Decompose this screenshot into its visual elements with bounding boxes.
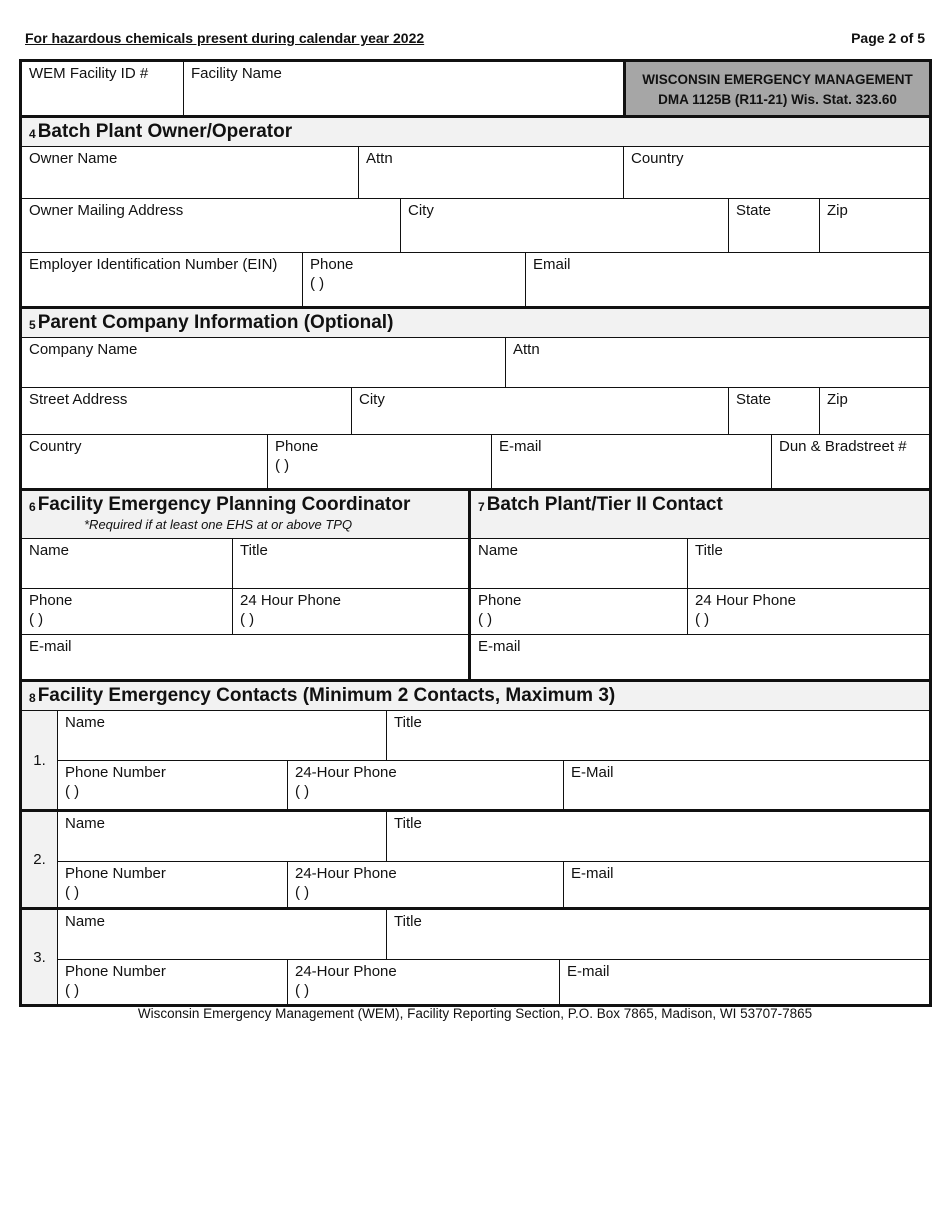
facility-id-row [22, 62, 929, 118]
owner-attn-field[interactable]: Attn [359, 147, 624, 198]
section-4-heading: $^4$ Batch Plant Owner/Operator [22, 118, 929, 147]
coordinator-phone-field[interactable]: Phone ( ) [22, 589, 233, 634]
owner-state-field[interactable]: State [729, 199, 820, 252]
coordinator-email-field[interactable]: E-mail [29, 638, 72, 655]
contact-1-title-field[interactable]: Title [394, 714, 422, 731]
owner-ein-field[interactable]: Employer Identification Number (EIN) [22, 253, 303, 306]
coordinator-contact-block [22, 491, 929, 682]
contact-3-phone-field[interactable]: Phone Number ( ) [58, 960, 288, 1004]
facility-name-field[interactable]: Facility Name [184, 62, 624, 115]
contact-number: 3. [22, 910, 58, 1004]
owner-name-field[interactable]: Owner Name [22, 147, 359, 198]
section-8-heading: $^8$ Facility Emergency Contacts (Minimum 2 Contacts, Maximum 3) [22, 682, 929, 711]
parent-city-field[interactable]: City [352, 388, 729, 434]
section-5-heading: $^5$ Parent Company Information (Optional) [22, 309, 929, 338]
coordinator-name-field[interactable]: Name [22, 539, 233, 588]
owner-row-3 [22, 253, 929, 309]
owner-row-2 [22, 199, 929, 253]
contact-number: 1. [22, 711, 58, 809]
section-7 [471, 491, 929, 679]
form-number: DMA 1125B (R11-21) Wis. Stat. 323.60 [658, 92, 897, 107]
owner-row-1 [22, 147, 929, 199]
section-6-note: *Required if at least one EHS at or above TPQ [84, 517, 353, 532]
parent-row-2 [22, 388, 929, 435]
footer-address: Wisconsin Emergency Management (WEM), Facility Reporting Section, P.O. Box 7865, Madison, WI 53707-7865 [137, 1006, 813, 1021]
parent-row-1 [22, 338, 929, 388]
section-7-heading: $^7$ Batch Plant/Tier II Contact [471, 491, 929, 539]
contact-1-name-field[interactable]: Name [58, 711, 387, 760]
owner-phone-field[interactable]: Phone ( ) [303, 253, 526, 306]
agency-box [624, 62, 929, 115]
coordinator-24h-phone-field[interactable]: 24 Hour Phone ( ) [240, 592, 341, 628]
contact-3-title-field[interactable]: Title [394, 913, 422, 930]
year-heading: For hazardous chemicals present during calendar year 2022 [25, 30, 425, 46]
parent-zip-field[interactable]: Zip [827, 391, 848, 408]
contact-2-email-field[interactable]: E-mail [571, 865, 614, 882]
form-table [19, 59, 932, 1007]
contact-3-24h-phone-field[interactable]: 24-Hour Phone ( ) [288, 960, 560, 1004]
parent-row-3 [22, 435, 929, 491]
parent-email-field[interactable]: E-mail [492, 435, 772, 488]
contact-2-phone-field[interactable]: Phone Number ( ) [58, 862, 288, 907]
parent-state-field[interactable]: State [729, 388, 820, 434]
tier2-phone-field[interactable]: Phone ( ) [471, 589, 688, 634]
contact-3-name-field[interactable]: Name [58, 910, 387, 959]
contact-1-24h-phone-field[interactable]: 24-Hour Phone ( ) [288, 761, 564, 809]
emergency-contact-3 [22, 910, 929, 1004]
contact-3-email-field[interactable]: E-mail [567, 963, 610, 980]
emergency-contact-1 [22, 711, 929, 812]
parent-street-field[interactable]: Street Address [22, 388, 352, 434]
parent-company-name-field[interactable]: Company Name [22, 338, 506, 387]
parent-attn-field[interactable]: Attn [513, 341, 540, 358]
contact-2-24h-phone-field[interactable]: 24-Hour Phone ( ) [288, 862, 564, 907]
owner-email-field[interactable]: Email [533, 256, 571, 273]
contact-1-phone-field[interactable]: Phone Number ( ) [58, 761, 288, 809]
parent-country-field[interactable]: Country [22, 435, 268, 488]
tier2-title-field[interactable]: Title [695, 542, 723, 559]
owner-zip-field[interactable]: Zip [827, 202, 848, 219]
contact-number: 2. [22, 812, 58, 907]
parent-duns-field[interactable]: Dun & Bradstreet # [779, 438, 907, 455]
contact-2-name-field[interactable]: Name [58, 812, 387, 861]
tier2-24h-phone-field[interactable]: 24 Hour Phone ( ) [695, 592, 796, 628]
page-number: Page 2 of 5 [851, 30, 925, 46]
owner-country-field[interactable]: Country [631, 150, 684, 167]
owner-city-field[interactable]: City [401, 199, 729, 252]
section-6 [22, 491, 471, 679]
tier2-name-field[interactable]: Name [471, 539, 688, 588]
owner-mailing-address-field[interactable]: Owner Mailing Address [22, 199, 401, 252]
page-header [25, 30, 925, 50]
wem-facility-id-field[interactable]: WEM Facility ID # [22, 62, 184, 115]
parent-phone-field[interactable]: Phone ( ) [268, 435, 492, 488]
contact-2-title-field[interactable]: Title [394, 815, 422, 832]
tier2-email-field[interactable]: E-mail [478, 638, 521, 655]
coordinator-title-field[interactable]: Title [240, 542, 268, 559]
section-6-heading: $^6$ Facility Emergency Planning Coordinator *Required if at least one EHS at or above TPQ [22, 491, 468, 539]
agency-name: WISCONSIN EMERGENCY MANAGEMENT [642, 72, 913, 87]
emergency-contact-2 [22, 812, 929, 910]
contact-1-email-field[interactable]: E-Mail [571, 764, 614, 781]
